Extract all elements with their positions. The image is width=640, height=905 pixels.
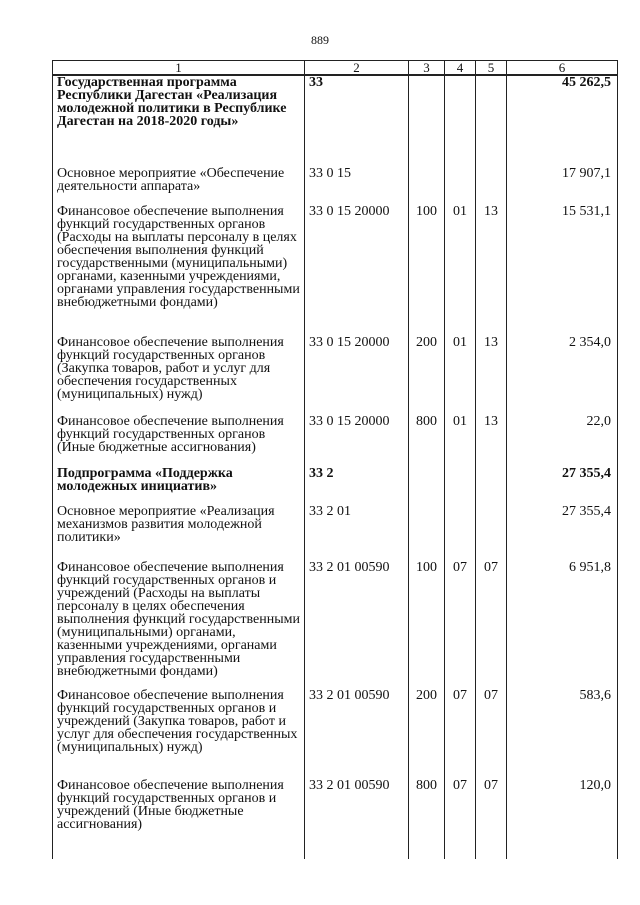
row-amount: 15 531,1	[507, 205, 618, 336]
row-name: Финансовое обеспечение выполнения функций государственных органов и учреждений (Иные бюджетные ассигнования)	[53, 779, 305, 859]
row-pr	[476, 467, 507, 505]
row-rz	[445, 467, 476, 505]
row-amount: 120,0	[507, 779, 618, 859]
row-name: Государственная программа Республики Дагестан «Реализация молодежной политики в Республике Дагестан на 2018-2020 годы»	[53, 75, 305, 167]
table-row	[53, 561, 618, 689]
row-vr: 200	[409, 689, 445, 779]
row-vr	[409, 75, 445, 167]
table-row	[53, 205, 618, 336]
row-pr: 07	[476, 779, 507, 859]
row-rz: 07	[445, 779, 476, 859]
row-code: 33 2 01	[305, 505, 409, 561]
row-vr: 800	[409, 415, 445, 467]
row-rz: 01	[445, 415, 476, 467]
row-rz	[445, 505, 476, 561]
column-header-2: 2	[305, 61, 409, 76]
row-amount: 27 355,4	[507, 467, 618, 505]
row-name: Финансовое обеспечение выполнения функций государственных органов и учреждений (Расходы на выплаты персоналу в целях обеспечения выполнения функций государственными (муниципальными) органами, казенными учреждениями, органами управления государственными внебюджетными фондами)	[53, 561, 305, 689]
row-name: Финансовое обеспечение выполнения функций государственных органов (Расходы на выплаты персоналу в целях обеспечения выполнения функций государственными (муниципальными) органами, казенными учреждениями, органами управления государственными внебюджетными фондами)	[53, 205, 305, 336]
row-code: 33	[305, 75, 409, 167]
table-row	[53, 689, 618, 779]
row-pr: 13	[476, 415, 507, 467]
page-number: 889	[311, 33, 329, 47]
table-row	[53, 167, 618, 205]
row-vr: 100	[409, 205, 445, 336]
row-rz	[445, 75, 476, 167]
row-rz: 01	[445, 205, 476, 336]
table-row	[53, 779, 618, 859]
column-header-6: 6	[507, 61, 618, 76]
row-rz: 01	[445, 336, 476, 415]
row-name: Финансовое обеспечение выполнения функций государственных органов (Закупка товаров, работ и услуг для обеспечения государственных (муниципальных) нужд)	[53, 336, 305, 415]
row-vr: 200	[409, 336, 445, 415]
row-pr: 13	[476, 336, 507, 415]
table-row	[53, 415, 618, 467]
column-header-5: 5	[476, 61, 507, 76]
row-code: 33 2 01 00590	[305, 689, 409, 779]
row-rz: 07	[445, 561, 476, 689]
row-vr: 100	[409, 561, 445, 689]
row-amount: 17 907,1	[507, 167, 618, 205]
row-vr	[409, 467, 445, 505]
table-row	[53, 505, 618, 561]
row-pr: 07	[476, 561, 507, 689]
row-pr: 07	[476, 689, 507, 779]
row-rz	[445, 167, 476, 205]
row-name: Финансовое обеспечение выполнения функций государственных органов (Иные бюджетные ассигнования)	[53, 415, 305, 467]
row-amount: 6 951,8	[507, 561, 618, 689]
row-code: 33 2 01 00590	[305, 779, 409, 859]
row-vr	[409, 505, 445, 561]
table-row	[53, 336, 618, 415]
row-code: 33 0 15 20000	[305, 205, 409, 336]
column-header-3: 3	[409, 61, 445, 76]
row-amount: 45 262,5	[507, 75, 618, 167]
row-pr	[476, 75, 507, 167]
column-header-4: 4	[445, 61, 476, 76]
row-amount: 583,6	[507, 689, 618, 779]
row-name: Основное мероприятие «Реализация механизмов развития молодежной политики»	[53, 505, 305, 561]
row-amount: 2 354,0	[507, 336, 618, 415]
row-name: Подпрограмма «Поддержка молодежных инициатив»	[53, 467, 305, 505]
row-vr: 800	[409, 779, 445, 859]
row-amount: 22,0	[507, 415, 618, 467]
table-header-row	[53, 61, 618, 76]
row-code: 33 2 01 00590	[305, 561, 409, 689]
column-header-1: 1	[53, 61, 305, 76]
row-name: Основное мероприятие «Обеспечение деятельности аппарата»	[53, 167, 305, 205]
row-code: 33 0 15 20000	[305, 336, 409, 415]
row-amount: 27 355,4	[507, 505, 618, 561]
row-code: 33 0 15	[305, 167, 409, 205]
row-pr	[476, 167, 507, 205]
row-pr	[476, 505, 507, 561]
row-pr: 13	[476, 205, 507, 336]
table-row	[53, 467, 618, 505]
row-name: Финансовое обеспечение выполнения функций государственных органов и учреждений (Закупка товаров, работ и услуг для обеспечения государственных (муниципальных) нужд)	[53, 689, 305, 779]
row-rz: 07	[445, 689, 476, 779]
row-vr	[409, 167, 445, 205]
budget-table	[52, 60, 618, 859]
table-row	[53, 75, 618, 167]
row-code: 33 0 15 20000	[305, 415, 409, 467]
row-code: 33 2	[305, 467, 409, 505]
